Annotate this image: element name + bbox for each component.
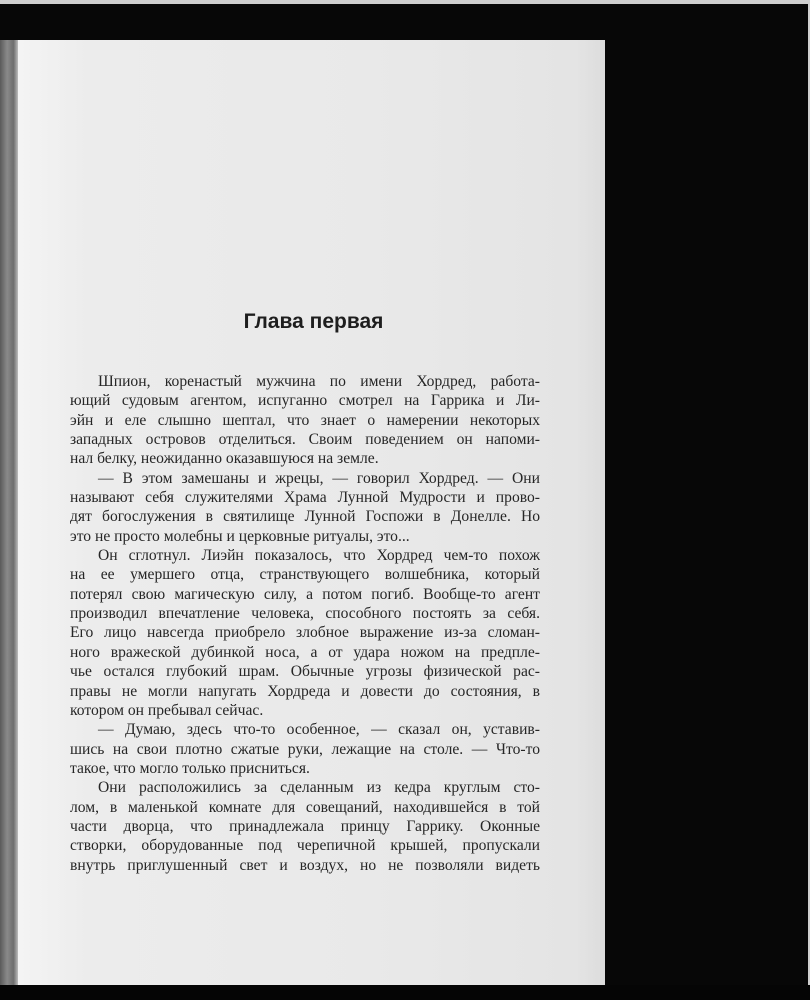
paragraph-3 (70, 546, 540, 720)
text-line: лом, в маленькой комнате для совещаний, находившейся в той (70, 798, 540, 816)
paragraph-1 (70, 372, 540, 469)
text-line: на ее умершего отца, странствующего волшебника, который (70, 566, 540, 584)
book-page (18, 40, 605, 985)
text-line: — В этом замешаны и жрецы, — говорил Хордред. — Они (98, 469, 540, 487)
text-line: створки, оборудованные под черепичной крышей, пропускали (70, 837, 540, 855)
text-line: потерял свою магическую силу, а потом погиб. Вообще-то агент (70, 585, 540, 603)
text-line: это не просто молебны и церковные ритуалы, это... (70, 527, 410, 545)
text-line: правы не могли напугать Хордреда и довести до состояния, в (70, 682, 540, 700)
text-line: производил впечатление человека, способного постоять за себя. (70, 605, 540, 623)
text-line: ного вражеской дубинкой носа, а от удара ножом на предпле- (70, 643, 540, 661)
text-line: такое, что могло только присниться. (70, 759, 310, 777)
book-binding-edge (0, 40, 18, 985)
chapter-body (70, 372, 540, 875)
text-line: Они расположились за сделанным из кедра круглым сто- (98, 779, 540, 797)
text-line: котором он пребывал сейчас. (70, 701, 264, 719)
text-line: западных островов отделиться. Своим поведением он напоми- (70, 431, 540, 449)
text-line: шись на свои плотно сжатые руки, лежащие на столе. — Что-то (70, 740, 540, 758)
text-line: нал белку, неожиданно оказавшуюся на земле. (70, 450, 379, 468)
paragraph-2 (70, 469, 540, 546)
text-line: дят богослужения в святилище Лунной Госпожи в Донелле. Но (70, 508, 540, 526)
text-line: называют себя служителями Храма Лунной Мудрости и прово- (70, 489, 540, 507)
text-line: части дворца, что принадлежала принцу Гаррику. Оконные (70, 817, 540, 835)
text-line: — Думаю, здесь что-то особенное, — сказал он, уставив- (98, 721, 540, 739)
paragraph-5 (70, 778, 540, 875)
text-line: Шпион, коренастый мужчина по имени Хордред, работа- (98, 373, 540, 390)
text-line: чье остался глубокий шрам. Обычные угрозы физической рас- (70, 663, 540, 681)
text-line: Он сглотнул. Лиэйн показалось, что Хордред чем-то похож (98, 547, 540, 565)
text-line: Его лицо навсегда приобрело злобное выражение из-за сломан- (70, 624, 540, 642)
text-line: ющий судовым агентом, испуганно смотрел на Гаррика и Ли- (70, 392, 540, 410)
scan-top-edge (0, 0, 810, 4)
scan-bottom-edge (0, 985, 810, 1000)
chapter-title: Глава первая (243, 310, 384, 333)
paragraph-4 (70, 720, 540, 778)
text-line: эйн и еле слышно шептал, что знает о намерении некоторых (70, 411, 540, 429)
text-line: внутрь приглушенный свет и воздух, но не позволяли видеть (70, 856, 540, 874)
